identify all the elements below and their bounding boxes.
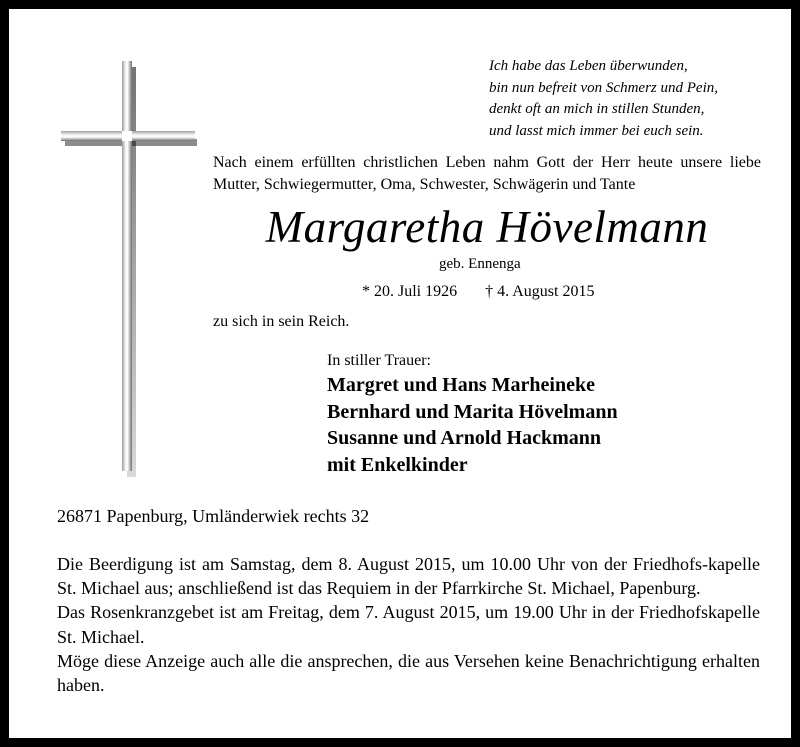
deceased-name: Margaretha Hövelmann	[265, 202, 709, 252]
funeral-paragraph: Möge diese Anzeige auch alle die ansprechen, die aus Versehen keine Benachrichtigung erhalten haben.	[57, 650, 760, 696]
birth-date: * 20. Juli 1926	[362, 283, 458, 300]
maiden-name: geb. Ennenga	[439, 256, 521, 272]
poem-line: denkt oft an mich in stillen Stunden,	[489, 101, 705, 117]
memorial-poem	[489, 56, 789, 142]
mourner-name: Susanne und Arnold Hackmann	[327, 427, 602, 449]
poem-line: Ich habe das Leben überwunden,	[489, 58, 688, 74]
mourners-block	[327, 350, 757, 478]
funeral-paragraph: Die Beerdigung ist am Samstag, dem 8. August 2015, um 10.00 Uhr von der Friedhofs-kapelle St. Michael aus; anschließend ist das Requiem in der Pfarrkirche St. Michael, Papenburg.	[57, 554, 760, 599]
poem-line: bin nun befreit von Schmerz und Pein,	[489, 79, 718, 96]
mourner-name: mit Enkelkinder	[327, 453, 468, 476]
death-date: † 4. August 2015	[485, 283, 595, 300]
intro-text: Nach einem erfüllten christlichen Leben nahm Gott der Herr heute unsere liebe Mutter, Schwiegermutter, Oma, Schwester, Schwägerin und Tante	[213, 154, 761, 193]
mourning-label: In stiller Trauer:	[327, 352, 431, 369]
closing-phrase: zu sich in sein Reich.	[213, 313, 350, 330]
mourner-name: Margret und Hans Marheineke	[327, 374, 595, 396]
address: 26871 Papenburg, Umländerwiek rechts 32	[57, 506, 370, 526]
funeral-paragraph: Das Rosenkranzgebet ist am Freitag, dem 7. August 2015, um 19.00 Uhr in der Friedhofskapelle St. Michael.	[57, 602, 760, 647]
life-dates	[362, 281, 594, 303]
poem-line: und lasst mich immer bei euch sein.	[489, 122, 704, 139]
funeral-info	[57, 552, 760, 697]
mourner-name: Bernhard und Marita Hövelmann	[327, 400, 618, 423]
cross-icon	[59, 59, 199, 479]
